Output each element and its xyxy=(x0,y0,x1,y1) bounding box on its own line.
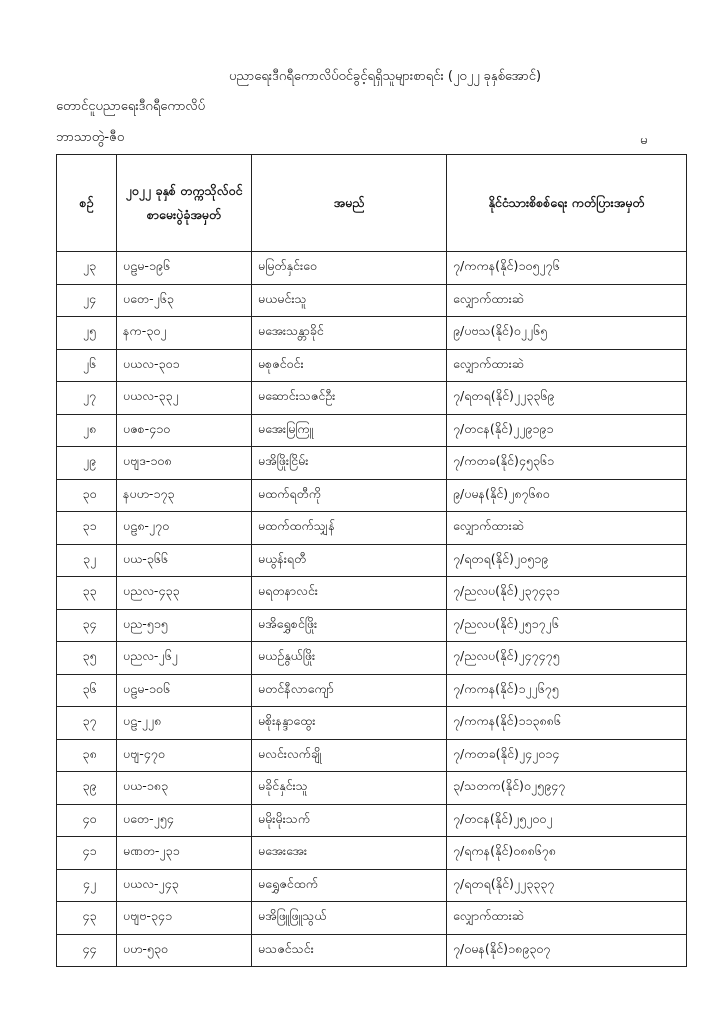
exam-roll-cell: ပဗျဗ-၃၄၁ xyxy=(117,902,252,935)
student-name-cell: မခိုင်နှင်းသူ xyxy=(252,772,447,805)
student-name-cell: မအိဖြိုးငြိမ်း xyxy=(252,447,447,480)
nrc-cell: ၇/တငန(နိုင်)၂၅၂၀၀၂ xyxy=(447,804,687,837)
table-row xyxy=(57,739,687,772)
table-row xyxy=(57,479,687,512)
exam-roll-cell: ပတေ-၂၅၄ xyxy=(117,804,252,837)
exam-roll-cell: ပဠ-၂၂၈ xyxy=(117,707,252,740)
exam-roll-cell: ပည-၅၁၅ xyxy=(117,609,252,642)
table-row xyxy=(57,804,687,837)
nrc-cell: ၇/ညလပ(နိုင်)၂၄၇၄၇၅ xyxy=(447,642,687,675)
gender-mark: မ xyxy=(640,133,648,148)
table-row xyxy=(57,252,687,285)
table-row xyxy=(57,349,687,382)
serial-no-cell: ၃၈ xyxy=(57,739,117,772)
subject-combination: ဘာသာတွဲ-ဇီဝ xyxy=(56,130,125,145)
nrc-cell: ၉/ပမန(နိုင်)၂၈၇၆၈၀ xyxy=(447,479,687,512)
table-row xyxy=(57,577,687,610)
serial-no-cell: ၄၀ xyxy=(57,804,117,837)
student-name-cell: မအေးမြကြူ xyxy=(252,414,447,447)
serial-no-cell: ၂၈ xyxy=(57,414,117,447)
exam-roll-cell: ပယလ-၃၀၁ xyxy=(117,349,252,382)
table-row xyxy=(57,447,687,480)
student-name-cell: မမိုးမိုးသက် xyxy=(252,804,447,837)
header-exam-roll: ၂၀၂၂ ခုနှစ် တက္ကသိုလ်ဝင် စာမေးပွဲခုံအမှတ် xyxy=(117,155,252,252)
serial-no-cell: ၃၄ xyxy=(57,609,117,642)
student-name-cell: မစုဇင်ဝင်း xyxy=(252,349,447,382)
student-name-cell: မယမင်းသူ xyxy=(252,284,447,317)
nrc-cell: ၇/ညလပ(နိုင်)၂၃၇၄၃၁ xyxy=(447,577,687,610)
exam-roll-cell: ပဠမ-၁၀၆ xyxy=(117,674,252,707)
serial-no-cell: ၂၃ xyxy=(57,252,117,285)
student-name-cell: မယဉ်နွယ်ဖြိုး xyxy=(252,642,447,675)
serial-no-cell: ၄၂ xyxy=(57,869,117,902)
table-row xyxy=(57,544,687,577)
exam-roll-cell: နက-၃၀၂ xyxy=(117,317,252,350)
serial-no-cell: ၄၄ xyxy=(57,934,117,967)
table-row xyxy=(57,707,687,740)
serial-no-cell: ၂၄ xyxy=(57,284,117,317)
exam-roll-cell: နပဟ-၁၇၃ xyxy=(117,479,252,512)
serial-no-cell: ၂၇ xyxy=(57,382,117,415)
student-name-cell: မသဇင်သင်း xyxy=(252,934,447,967)
exam-roll-cell: ပယလ-၂၄၃ xyxy=(117,869,252,902)
nrc-cell: လျှောက်ထားဆဲ xyxy=(447,349,687,382)
serial-no-cell: ၃၁ xyxy=(57,512,117,545)
nrc-cell: လျှောက်ထားဆဲ xyxy=(447,512,687,545)
college-name: တောင်ငူပညာရေးဒီဂရီကောလိပ် xyxy=(56,99,206,114)
serial-no-cell: ၃၇ xyxy=(57,707,117,740)
exam-roll-cell: ပဇစ-၄၁၀ xyxy=(117,414,252,447)
table-row xyxy=(57,284,687,317)
student-name-cell: မတင်နီလာကျော် xyxy=(252,674,447,707)
serial-no-cell: ၃၀ xyxy=(57,479,117,512)
exam-roll-cell: ပယ-၃၆၆ xyxy=(117,544,252,577)
nrc-cell: ၇/ရတရ(နိုင်)၂၀၅၁၉ xyxy=(447,544,687,577)
exam-roll-cell: ပယလ-၃၃၂ xyxy=(117,382,252,415)
student-name-cell: မအေးအေး xyxy=(252,837,447,870)
student-name-cell: မယွန်းရတီ xyxy=(252,544,447,577)
table-row xyxy=(57,674,687,707)
serial-no-cell: ၃၆ xyxy=(57,674,117,707)
nrc-cell: ၇/ဝမန(နိုင်)၁၈၉၃၀၇ xyxy=(447,934,687,967)
student-name-cell: မစိုးနန္ဒာထွေး xyxy=(252,707,447,740)
exam-roll-cell: မဏတ-၂၃၁ xyxy=(117,837,252,870)
student-name-cell: မအေးသန္တာခိုင် xyxy=(252,317,447,350)
nrc-cell: ၇/ရကန(နိုင်)၀၈၈၆၇၈ xyxy=(447,837,687,870)
table-row xyxy=(57,772,687,805)
header-name: အမည် xyxy=(252,155,447,252)
nrc-cell: ၇/ညလပ(နိုင်)၂၅၁၇၂၆ xyxy=(447,609,687,642)
table-header-row xyxy=(57,155,687,252)
nrc-cell: ၇/ကတခ(နိုင်)၂၄၂၀၁၄ xyxy=(447,739,687,772)
nrc-cell: ၇/ကကန(နိုင်)၁၀၅၂၇၆ xyxy=(447,252,687,285)
nrc-cell: ၇/ရတရ(နိုင်)၂၂၃၃၆၉ xyxy=(447,382,687,415)
table-row xyxy=(57,382,687,415)
table-row xyxy=(57,902,687,935)
nrc-cell: လျှောက်ထားဆဲ xyxy=(447,902,687,935)
serial-no-cell: ၃၉ xyxy=(57,772,117,805)
serial-no-cell: ၂၉ xyxy=(57,447,117,480)
serial-no-cell: ၂၅ xyxy=(57,317,117,350)
table-row xyxy=(57,512,687,545)
student-name-cell: မအိဖြူဖြူသွယ် xyxy=(252,902,447,935)
student-name-cell: မထက်ထက်သျှန် xyxy=(252,512,447,545)
page-title: ပညာရေးဒီဂရီကောလိပ်ဝင်ခွင့်ရရှိသူများစာရင်း (၂၀၂၂ ခုနှစ်အောင်) xyxy=(228,69,542,84)
exam-roll-cell: ပယ-၁၈၃ xyxy=(117,772,252,805)
exam-roll-cell: ပဠ၈-၂၇၀ xyxy=(117,512,252,545)
exam-roll-cell: ပဗျ-၄၇၀ xyxy=(117,739,252,772)
exam-roll-cell: ပဟ-၅၃၀ xyxy=(117,934,252,967)
header-nrc: နိုင်ငံသားစိစစ်ရေး ကတ်ပြားအမှတ် xyxy=(447,155,687,252)
table-row xyxy=(57,642,687,675)
serial-no-cell: ၄၃ xyxy=(57,902,117,935)
nrc-cell: လျှောက်ထားဆဲ xyxy=(447,284,687,317)
nrc-cell: ၇/တငန(နိုင်)၂၂၉၁၉၁ xyxy=(447,414,687,447)
table-row xyxy=(57,837,687,870)
serial-no-cell: ၃၃ xyxy=(57,577,117,610)
table-row xyxy=(57,869,687,902)
table-row xyxy=(57,609,687,642)
admission-table xyxy=(56,154,687,967)
serial-no-cell: ၄၁ xyxy=(57,837,117,870)
nrc-cell: ၇/ကကန(နိုင်)၁၁၃၈၈၆ xyxy=(447,707,687,740)
exam-roll-cell: ပတေ-၂၆၃ xyxy=(117,284,252,317)
exam-roll-cell: ပညလ-၂၆၂ xyxy=(117,642,252,675)
student-name-cell: မရွှေဇင်ထက် xyxy=(252,869,447,902)
student-name-cell: မဆောင်းသဇင်ဦး xyxy=(252,382,447,415)
student-name-cell: မမြတ်နှင်းဝေ xyxy=(252,252,447,285)
nrc-cell: ၇/ကတခ(နိုင်)၄၅၃၆၁ xyxy=(447,447,687,480)
exam-roll-cell: ပဠမ-၁၉၆ xyxy=(117,252,252,285)
nrc-cell: ၃/သတက(နိုင်)၀၂၅၉၄၇ xyxy=(447,772,687,805)
serial-no-cell: ၃၅ xyxy=(57,642,117,675)
exam-roll-cell: ပညလ-၄၃၃ xyxy=(117,577,252,610)
student-name-cell: မအိရွှေစင်ဖြိုး xyxy=(252,609,447,642)
student-name-cell: မရတနာလင်း xyxy=(252,577,447,610)
nrc-cell: ၇/ရတရ(နိုင်)၂၂၃၃၃၇ xyxy=(447,869,687,902)
table-row xyxy=(57,414,687,447)
nrc-cell: ၉/ပဗသ(နိုင်)၀၂၂၆၅ xyxy=(447,317,687,350)
header-serial-no: စဉ် xyxy=(57,155,117,252)
exam-roll-cell: ပဗျဒ-၁၀၈ xyxy=(117,447,252,480)
serial-no-cell: ၂၆ xyxy=(57,349,117,382)
table-row xyxy=(57,317,687,350)
table-row xyxy=(57,934,687,967)
student-name-cell: မလင်းလက်ချို xyxy=(252,739,447,772)
serial-no-cell: ၃၂ xyxy=(57,544,117,577)
student-name-cell: မထက်ရတီကို xyxy=(252,479,447,512)
nrc-cell: ၇/ကကန(နိုင်)၁၂၂၆၇၅ xyxy=(447,674,687,707)
